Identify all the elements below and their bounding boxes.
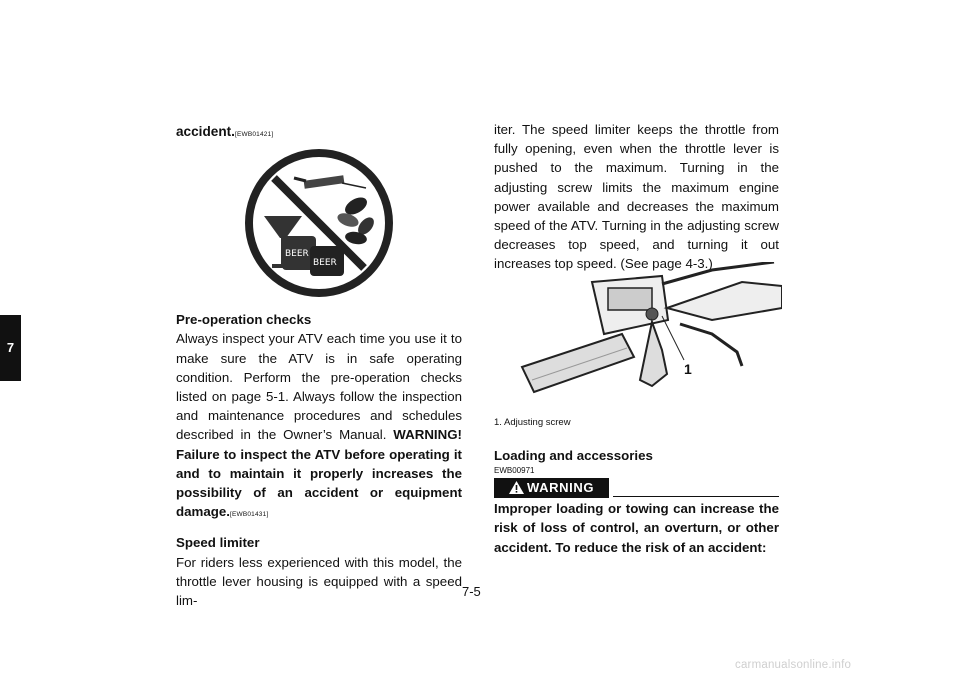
loading-code: EWB00971 [494,466,535,475]
speed-limiter-heading: Speed limiter [176,535,260,551]
preop-paragraph: Always inspect your ATV each time you use it to make sure the ATV is in safe operating condition. Perform the pre-operation checks listed on page 5-1. Always follow the inspection and maintenance procedures and schedules described in the Owner’s Manual. WARNING! Failure to inspect the ATV before operating it and to maintain it properly increases the possibility of an accident or equipment damage.[EWB01431] [176,331,462,520]
warning-label: WARNING [527,480,595,495]
page-number: 7-5 [462,584,481,599]
speed-limiter-paragraph: For riders less experienced with this model, the throttle lever housing is equipped with a speed lim- [176,554,462,609]
throttle-lever-illustration [512,262,782,412]
footer-watermark: carmanualsonline.info [735,659,852,671]
svg-text:BEER: BEER [313,258,337,269]
no-alcohol-drugs-illustration [244,148,394,298]
left-column [176,122,462,610]
figure-caption: 1. Adjusting screw [494,417,571,428]
speed-limiter-continued: iter. The speed limiter keeps the throttle from fully opening, even when the throttle lever is pushed to the maximum. Turning in the adjusting screw limits the maximum engine power available and decreases the maximum speed of the ATV. Turning in the adjusting screw decreases top speed, and turning it out increases top speed. (See page 4-3.) [494,122,779,272]
right-column [494,120,779,274]
warning-badge [494,478,609,498]
warning-triangle-icon [508,480,525,495]
loading-heading: Loading and accessories [494,448,653,463]
warning-code: [EWB01421] [234,131,274,138]
preop-heading: Pre-operation checks [176,312,312,328]
svg-text:BEER: BEER [285,249,309,260]
warning-rule [613,496,779,497]
chapter-tab: 7 [0,315,21,381]
accident-word: accident. [176,124,235,139]
figure-callout: 1 [684,361,692,377]
warning-text: Improper loading or towing can increase the risk of loss of control, an overturn, or other accident. To reduce the risk of an accident: [494,501,779,555]
